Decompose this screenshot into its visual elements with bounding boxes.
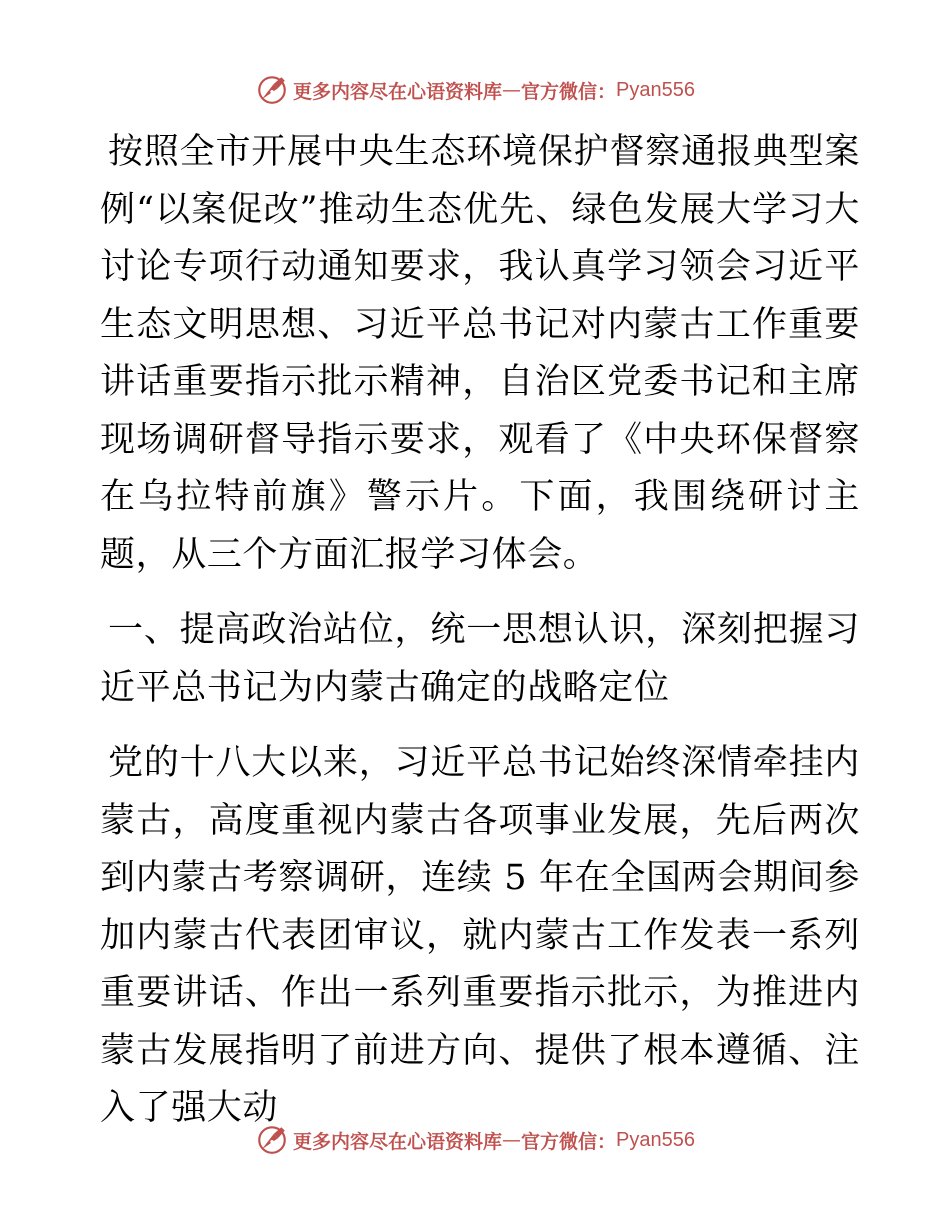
watermark-brand: 更多内容尽在心语资料库 xyxy=(293,80,503,103)
watermark-separator: — xyxy=(502,79,522,101)
footer-watermark xyxy=(0,1120,950,1160)
pen-nib-logo-icon xyxy=(255,73,289,107)
watermark-label: 官方微信： xyxy=(521,80,617,103)
watermark-label: 官方微信： xyxy=(521,1130,617,1153)
section-heading: 一、提高政治站位，统一思想认识，深刻把握习近平总书记为内蒙古确定的战略定位 xyxy=(100,610,860,708)
watermark-separator: — xyxy=(502,1129,522,1151)
document-body xyxy=(100,124,860,1138)
watermark-wechat-id: Pyan556 xyxy=(616,78,695,101)
watermark-brand: 更多内容尽在心语资料库 xyxy=(293,1130,503,1153)
body-paragraph: 党的十八大以来，习近平总书记始终深情牵挂内蒙古，高度重视内蒙古各项事业发展，先后两次到内蒙古考察调研，连续 5 年在全国两会期间参加内蒙古代表团审议，就内蒙古工作发表一系列重要讲话、作出一系列重要指示批示，为推进内蒙古发展指明了前进方向、提供了根本遵循、注入了强大动 xyxy=(100,743,860,1128)
intro-paragraph: 按照全市开展中央生态环境保护督察通报典型案例“以案促改”推动生态优先、绿色发展大学习大讨论专项行动通知要求，我认真学习领会习近平生态文明思想、习近平总书记对内蒙古工作重要讲话重要指示批示精神，自治区党委书记和主席现场调研督导指示要求，观看了《中央环保督察在乌拉特前旗》警示片。下面，我围绕研讨主题，从三个方面汇报学习体会。 xyxy=(100,132,860,575)
watermark-wechat-id: Pyan556 xyxy=(616,1128,695,1151)
header-watermark xyxy=(0,70,950,110)
pen-nib-logo-icon xyxy=(255,1123,289,1157)
